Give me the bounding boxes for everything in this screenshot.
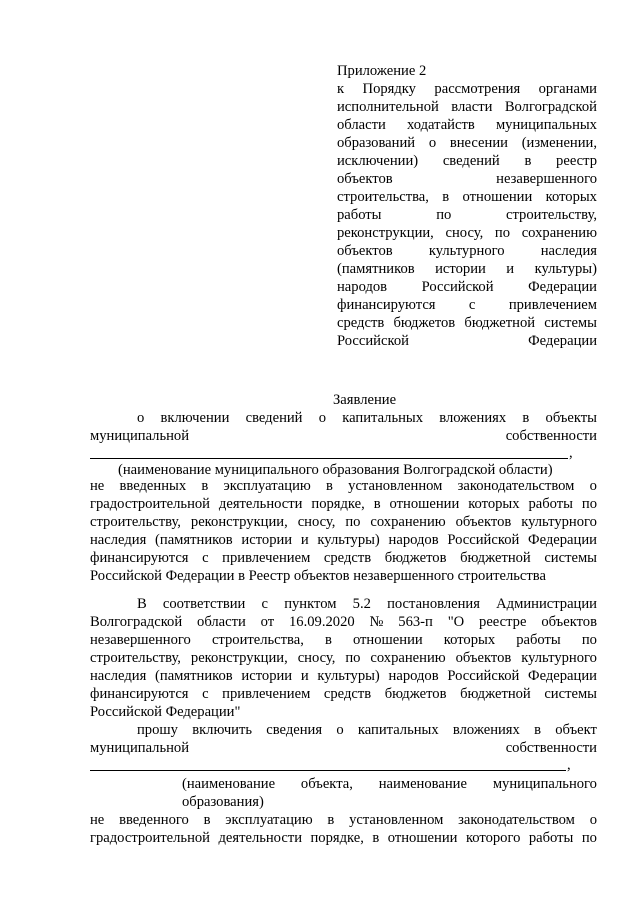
statement-subtitle-line2: муниципальной собственности (90, 428, 597, 444)
paragraph-reference-line: Волгоградской области от 16.09.2020 № 563-п "О реестре объектов (90, 614, 597, 630)
statement-body-last-line: Российской Федерации в Реестр объектов незавершенного строительства (90, 568, 546, 584)
statement-body-line: не введенных в эксплуатацию в установленном законодательством о (90, 478, 597, 494)
statement-body-line: финансируются с привлечением средств бюджетов бюджетной системы (90, 550, 597, 566)
statement-body-line: строительству, реконструкции, сносу, по сохранению объектов культурного (90, 514, 597, 530)
paragraph-reference-last-line: Российской Федерации" (90, 704, 241, 720)
appendix-text-line: объектов незавершенного (337, 171, 597, 187)
paragraph-reference-line: незавершенного строительства, в отношении которых работы по (90, 632, 597, 648)
appendix-title: Приложение 2 (337, 63, 427, 79)
statement-subtitle-line1: о включении сведений о капитальных вложениях в объекты (137, 410, 597, 426)
statement-body-line: градостроительной деятельности порядке, в отношении которых работы по (90, 496, 597, 512)
municipality-blank-line (90, 458, 568, 459)
paragraph-reference-line: строительству, реконструкции, сносу, по сохранению объектов культурного (90, 650, 597, 666)
appendix-text-line: финансируются с привлечением (337, 297, 597, 313)
appendix-text-line: к Порядку рассмотрения органами (337, 81, 597, 97)
paragraph-object-line: не введенного в эксплуатацию в установленном законодательством о (90, 812, 597, 828)
appendix-text-line: Российской Федерации (337, 333, 597, 349)
appendix-text-line: средств бюджетов бюджетной системы (337, 315, 597, 331)
paragraph-object-line: градостроительной деятельности порядке, в отношении которого работы по (90, 830, 597, 846)
municipality-blank-comma: , (569, 445, 573, 461)
appendix-text-line: реконструкции, сносу, по сохранению (337, 225, 597, 241)
request-line2: муниципальной собственности (90, 740, 597, 756)
appendix-text-line: области ходатайств муниципальных (337, 117, 597, 133)
appendix-text-line: работы по строительству, (337, 207, 597, 223)
object-caption-line2: образования) (182, 794, 264, 810)
paragraph-reference-line: финансируются с привлечением средств бюджетов бюджетной системы (90, 686, 597, 702)
object-caption-line1: (наименование объекта, наименование муниципального (182, 776, 597, 792)
appendix-text-line: народов Российской Федерации (337, 279, 597, 295)
statement-body-line: наследия (памятников истории и культуры) народов Российской Федерации (90, 532, 597, 548)
appendix-text-line: строительства, в отношении которых (337, 189, 597, 205)
object-blank-comma: , (567, 757, 571, 773)
appendix-text-line: исполнительной власти Волгоградской (337, 99, 597, 115)
appendix-text-line: (памятников истории и культуры) (337, 261, 597, 277)
appendix-text-line: объектов культурного наследия (337, 243, 597, 259)
paragraph-reference-line: В соответствии с пунктом 5.2 постановления Администрации (137, 596, 597, 612)
municipality-caption: (наименование муниципального образования Волгоградской области) (118, 462, 553, 478)
appendix-text-line: образований о внесении (изменении, (337, 135, 597, 151)
appendix-text-line: исключении) сведений в реестр (337, 153, 597, 169)
request-line1: прошу включить сведения о капитальных вложениях в объект (137, 722, 597, 738)
object-blank-line (90, 770, 566, 771)
paragraph-reference-line: наследия (памятников истории и культуры) народов Российской Федерации (90, 668, 597, 684)
statement-title: Заявление (333, 392, 397, 408)
